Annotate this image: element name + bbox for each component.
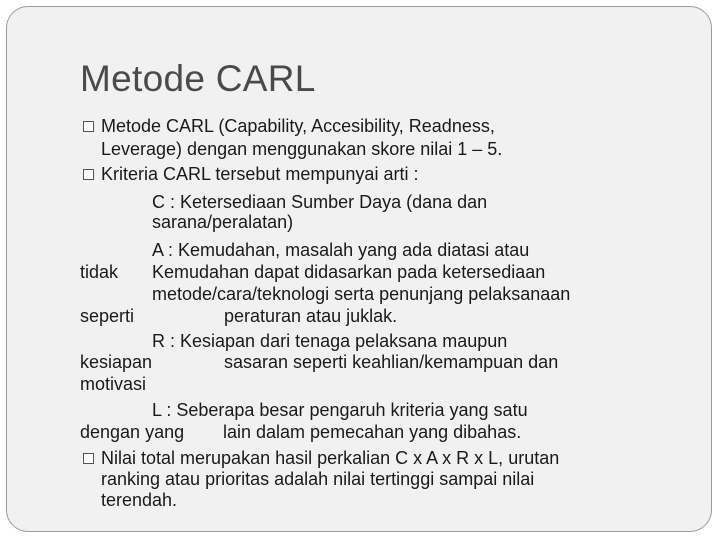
criteria-a-line-4: metode/cara/teknologi serta penunjang pelaksanaan — [152, 284, 571, 304]
bullet-3-line-3: terendah. — [101, 490, 178, 510]
criteria-c-line-1: C : Ketersediaan Sumber Daya (dana dan — [152, 192, 488, 212]
bullet-1-line-2: Leverage) dengan menggunakan skore nilai 1 – 5. — [101, 139, 503, 159]
criteria-c-line-2: sarana/peralatan) — [152, 212, 294, 232]
criteria-a-line-5: seperti — [80, 306, 135, 326]
bullet-2-text: Kriteria CARL tersebut mempunyai arti : — [101, 164, 419, 184]
criteria-r-line-2: kesiapan — [80, 352, 153, 372]
criteria-l-line-2: dengan yang — [80, 422, 185, 442]
criteria-a-line-1: A : Kemudahan, masalah yang ada diatasi atau — [152, 240, 530, 260]
criteria-a-line-6: peraturan atau juklak. — [224, 306, 398, 326]
bullet-3-line-1: Nilai total merupakan hasil perkalian C x A x R x L, urutan — [101, 448, 560, 468]
bullet-box-icon — [83, 453, 94, 464]
criteria-a-line-3: Kemudahan dapat didasarkan pada ketersediaan — [152, 262, 546, 282]
bullet-3-line-2: ranking atau prioritas adalah nilai tertinggi sampai nilai — [101, 469, 535, 489]
bullet-1-line-1: Metode CARL (Capability, Accesibility, Readness, — [101, 116, 495, 136]
slide-title: Metode CARL — [80, 58, 316, 99]
criteria-r-line-4: motivasi — [80, 374, 147, 394]
criteria-l-line-3: lain dalam pemecahan yang dibahas. — [223, 422, 522, 442]
criteria-l-line-1: L : Seberapa besar pengaruh kriteria yang satu — [152, 400, 528, 420]
criteria-a-line-2: tidak — [80, 262, 119, 282]
bullet-box-icon — [83, 121, 94, 132]
bullet-box-icon — [83, 169, 94, 180]
criteria-r-line-1: R : Kesiapan dari tenaga pelaksana maupun — [152, 331, 508, 351]
criteria-r-line-3: sasaran seperti keahlian/kemampuan dan — [224, 352, 559, 372]
